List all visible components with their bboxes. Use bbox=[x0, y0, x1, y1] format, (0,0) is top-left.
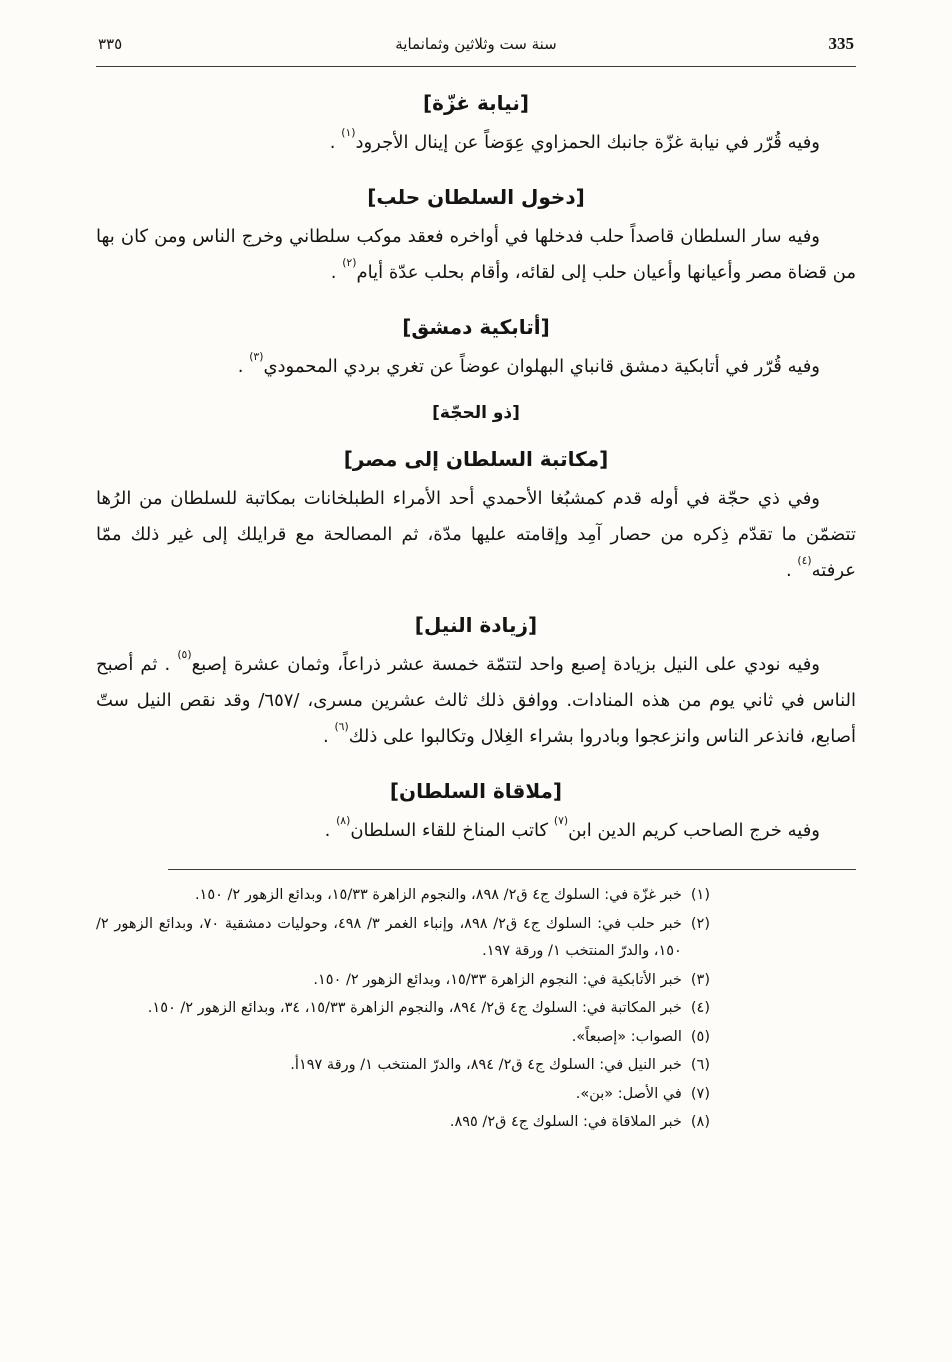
section-paragraph: وفيه قُرّر في أتابكية دمشق قانباي البهلوان عوضاً عن تغري بردي المحمودي$^{(٣)}$ . bbox=[237, 349, 820, 377]
footnote-number: (٥) bbox=[690, 1028, 710, 1045]
footnote bbox=[96, 995, 856, 1023]
footnote-number: (٦) bbox=[690, 1057, 710, 1074]
footnote-text: خبر الملاقاة في: السلوك ج٤ ق٢/ ٨٩٥. bbox=[449, 1114, 682, 1131]
footnote-separator bbox=[168, 869, 856, 870]
footnote-text: خبر غزّة في: السلوك ج٤ ق٢/ ٨٩٨، والنجوم الزاهرة ١٥/٣٣، وبدائع الزهور ٢/ ١٥٠. bbox=[194, 887, 682, 903]
section-sultan-enters-aleppo bbox=[96, 185, 856, 291]
footnote-number: (٣) bbox=[690, 971, 710, 988]
section-paragraph: وفي ذي حجّة في أوله قدم كمشبُغا الأحمدي أحد الأمراء الطبلخانات بمكاتبة للسلطان من الرُها تتضمّن ما تقدّم ذِكره من حصار آمِد وإقامته عليها مدّة، ثم المصالحة مع قرايلك إلى غير ذلك ممّا عرفته$^{(٤)}$ . bbox=[96, 488, 856, 581]
footnote-number: (١) bbox=[690, 887, 710, 903]
section-paragraph: وفيه نودي على النيل بزيادة إصبع واحد لتتمّة خمسة عشر ذراعاً، وثمان عشرة إصبع$^{(٥)}$ . ثم أصبح الناس في ثاني يوم من هذه المنادات. ووافق ذلك ثالث عشرين مسرى، /٦٥٧/ وقد نقص النيل ستّ أصابع، فانذعر الناس وانزعجوا وبادروا بشراء الغِلال وتكالبوا على ذلك$^{(٦)}$ . bbox=[96, 647, 856, 747]
footnote-text: في الأصل: «بن». bbox=[575, 1085, 682, 1102]
footnote bbox=[96, 882, 856, 910]
section-heading: [ملاقاة السلطان] bbox=[389, 779, 563, 803]
section-sultan-letter-to-egypt bbox=[96, 447, 856, 589]
footnote bbox=[96, 1081, 856, 1109]
footnote bbox=[96, 967, 856, 995]
footnote-number: (٢) bbox=[690, 915, 710, 932]
section-heading: [مكاتبة السلطان إلى مصر] bbox=[343, 447, 609, 471]
section-paragraph: وفيه قُرّر في نيابة غزّة جانبك الحمزاوي عِوَضاً عن إينال الأجرود$^{(١)}$ . bbox=[329, 125, 820, 153]
footnote-text: خبر حلب في: السلوك ج٤ ق٢/ ٨٩٨، وإنباء الغمر ٣/ ٤٩٨، وحوليات دمشقية ٧٠، وبدائع الزهور ٢/ ١٥٠، والدرّ المنتخب ١/ ورقة ١٩٧. bbox=[96, 915, 682, 960]
footnote-number: (٨) bbox=[690, 1114, 710, 1131]
section-heading: [ذو الحجّة] bbox=[432, 403, 520, 423]
footnote-text: خبر الأتابكية في: النجوم الزاهرة ١٥/٣٣، وبدائع الزهور ٢/ ١٥٠. bbox=[313, 971, 682, 988]
section-dhul-hijja-heading bbox=[96, 403, 856, 423]
footnote bbox=[96, 911, 856, 966]
page-header bbox=[96, 34, 856, 67]
footnote bbox=[96, 1052, 856, 1080]
header-title: سنة ست وثلاثين وثمانماية bbox=[395, 35, 557, 53]
section-heading: [دخول السلطان حلب] bbox=[367, 185, 585, 209]
section-damascus-atabekiyya bbox=[96, 315, 856, 385]
footnote bbox=[96, 1024, 856, 1052]
section-meeting-the-sultan bbox=[96, 779, 856, 849]
section-heading: [أتابكية دمشق] bbox=[402, 315, 550, 339]
footnote-text: خبر المكاتبة في: السلوك ج٤ ق٢/ ٨٩٤، والنجوم الزاهرة ١٥/٣٣، ٣٤، وبدائع الزهور ٢/ ١٥٠. bbox=[147, 1000, 682, 1017]
footnote bbox=[96, 1109, 856, 1137]
page-number-arabic: ٣٣٥ bbox=[98, 35, 123, 53]
footnotes bbox=[96, 869, 856, 1137]
page-number-western: 335 bbox=[828, 34, 854, 53]
footnote-number: (٧) bbox=[690, 1085, 710, 1102]
section-nile-rise bbox=[96, 613, 856, 755]
footnote-text: الصواب: «إصبعاً». bbox=[571, 1028, 682, 1045]
page-body bbox=[96, 91, 856, 849]
section-gaza-viceroyalty bbox=[96, 91, 856, 161]
section-heading: [نيابة غزّة] bbox=[423, 91, 529, 115]
footnote-text: خبر النيل في: السلوك ج٤ ق٢/ ٨٩٤، والدرّ المنتخب ١/ ورقة ١٩٧أ. bbox=[290, 1057, 682, 1074]
footnote-number: (٤) bbox=[690, 1000, 710, 1017]
section-paragraph: وفيه خرج الصاحب كريم الدين ابن$^{(٧)}$ كاتب المناخ للقاء السلطان$^{(٨)}$ . bbox=[324, 813, 820, 841]
section-paragraph: وفيه سار السلطان قاصداً حلب فدخلها في أواخره فعقد موكب سلطاني وخرج الناس ومن كان بها من قضاة مصر وأعيانها وأعيان حلب إلى لقائه، وأقام بحلب عدّة أيام$^{(٢)}$ . bbox=[96, 226, 856, 283]
section-heading: [زيادة النيل] bbox=[414, 613, 538, 637]
